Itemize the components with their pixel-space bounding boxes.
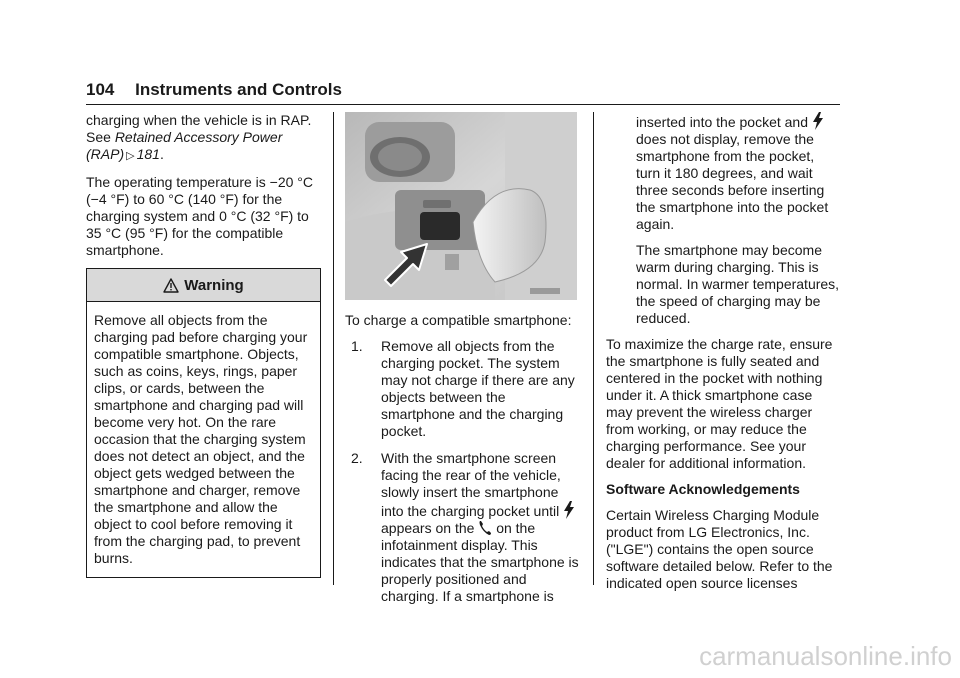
charge-intro: To charge a compatible smartphone: — [345, 312, 572, 328]
column-1 — [86, 112, 321, 578]
warm-note: The smartphone may become warm during charging. This is normal. In warmer temperatures, the speed of charging may be reduced. — [636, 242, 840, 326]
list-item — [345, 338, 581, 440]
column-3 — [606, 112, 842, 601]
page-header — [86, 80, 342, 100]
phone-handset-icon — [478, 520, 492, 536]
column-2 — [345, 112, 581, 615]
rap-page-ref[interactable]: 181 — [136, 146, 160, 162]
temperature-paragraph: The operating temperature is −20 °C (−4 °F) to 60 °C (140 °F) for the charging system and 0 °C (32 °F) to 35 °C (95 °F) for the compatible smartphone. — [86, 174, 314, 258]
page-number: 104 — [86, 80, 115, 99]
warning-title: Warning — [184, 276, 244, 294]
warning-box — [86, 268, 321, 578]
warning-body: Remove all objects from the charging pad before charging your compatible smartphone. Objects, such as coins, keys, rings, paper clips, or cards, between the smartphone and charging pad will become very hot. On the rare occasion that the charging system does not detect an object, and the object gets wedged between the smartphone and charger, remove the smartphone and allow the object to cool before removing it from the charging pad, to prevent burns. — [94, 312, 308, 566]
section-title: Instruments and Controls — [135, 80, 342, 99]
watermark: carmanualsonline.info — [699, 641, 952, 671]
page-reference-arrow-icon: ▷ — [126, 150, 135, 162]
column-divider-2 — [593, 112, 594, 585]
rap-paragraph: charging when the vehicle is in RAP. See Retained Accessory Power (RAP) ▷ 181. — [86, 112, 312, 162]
step-text: Remove all objects from the charging pocket. The system may not charge if there are any objects between the smartphone and the charging pocket. — [381, 338, 575, 439]
step-number: 2. — [351, 450, 363, 466]
charge-rate-paragraph: To maximize the charge rate, ensure the smartphone is fully seated and centered in the pocket with nothing under it. A thick smartphone case may prevent the wireless charger from working, or may reduce the charging performance. See your dealer for additional information. — [606, 336, 833, 471]
charging-pocket-photo — [345, 112, 577, 300]
column-divider-1 — [333, 112, 334, 585]
rap-link[interactable]: Retained Accessory Power (RAP) — [86, 129, 283, 162]
software-ack-paragraph: Certain Wireless Charging Module product from LG Electronics, Inc. ("LGE") contains the open source software detailed below. Refer to the indicated open source licenses — [606, 507, 833, 591]
step-number: 1. — [351, 338, 363, 354]
lightning-bolt-icon — [812, 112, 824, 130]
header-rule — [86, 104, 840, 105]
warning-triangle-icon — [163, 278, 179, 293]
step2-continuation: inserted into the pocket and does not display, remove the smartphone from the pocket, turn it 180 degrees, and wait three seconds before inserting the smartphone into the pocket again. — [636, 114, 829, 232]
warning-header — [87, 269, 320, 302]
list-item: 2. With the smartphone screen facing the rear of the vehicle, slowly insert the smartphone into the charging pocket until appears on the on the infotainment display. This indicates that the smartphone is properly positioned and charging. If a smartphone is — [351, 450, 579, 604]
lightning-bolt-icon — [563, 501, 575, 519]
charging-steps — [345, 338, 581, 605]
software-ack-heading: Software Acknowledgements — [606, 481, 800, 497]
